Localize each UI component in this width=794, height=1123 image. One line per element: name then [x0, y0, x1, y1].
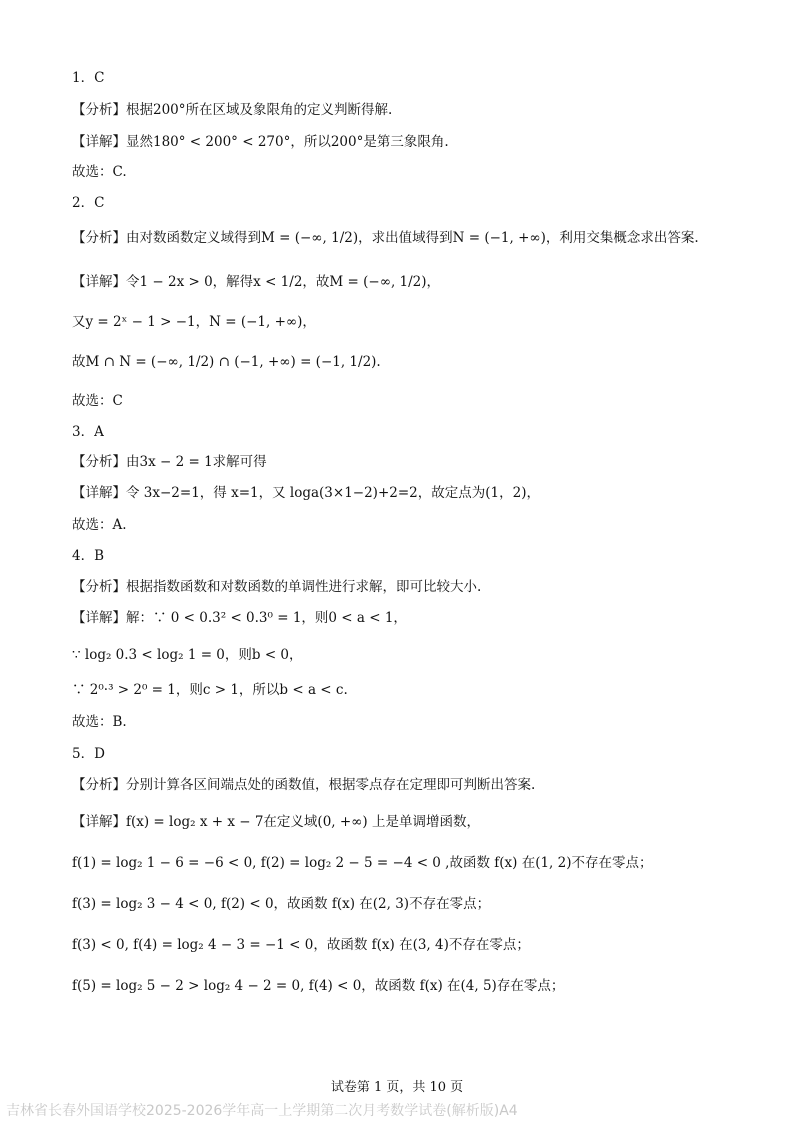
line-q1-analysis: 【分析】根据200°所在区域及象限角的定义判断得解. [72, 102, 393, 118]
line-q2-choice: 故选：C [72, 393, 123, 409]
line-q2-answer: 2．C [72, 195, 105, 211]
line-q4-detail: 【详解】解：∵ 0 < 0.3² < 0.3⁰ = 1，则0 < a < 1， [72, 610, 407, 626]
line-q4-analysis: 【分析】根据指数函数和对数函数的单调性进行求解，即可比较大小. [72, 579, 482, 595]
line-q3-choice: 故选：A. [72, 517, 127, 533]
line-q5-detail: 【详解】f(x) = log₂ x + x − 7在定义域(0, +∞) 上是单调增函数， [72, 814, 480, 830]
line-q2-detail: 【详解】令1 − 2x > 0，解得x < 1/2，故M = (−∞, 1/2)， [72, 274, 441, 290]
watermark: 吉林省长春外国语学校2025-2026学年高一上学期第二次月考数学试卷(解析版)A4 [6, 1103, 518, 1119]
line-q4-step3: ∵ 2⁰·³ > 2⁰ = 1，则c > 1，所以b < a < c. [72, 682, 348, 698]
line-q4-answer: 4．B [72, 548, 105, 564]
line-q3-detail: 【详解】令 3x−2=1，得 x=1，又 loga(3×1−2)+2=2，故定点为(1，2)， [72, 485, 540, 501]
line-q4-step2: ∵ log₂ 0.3 < log₂ 1 = 0，则b < 0， [72, 647, 303, 663]
line-q4-choice: 故选：B. [72, 714, 127, 730]
line-q2-step2: 又y = 2ˣ − 1 > −1，N = (−1, +∞)， [72, 314, 316, 330]
line-q5-step4: f(3) < 0, f(4) = log₂ 4 − 3 = −1 < 0，故函数 f(x) 在(3, 4)不存在零点； [72, 937, 530, 953]
line-q2-analysis: 【分析】由对数函数定义域得到M = (−∞, 1/2)，求出值域得到N = (−1, +∞)，利用交集概念求出答案. [72, 230, 699, 246]
line-q3-answer: 3．A [72, 424, 104, 440]
line-q3-analysis: 【分析】由3x − 2 = 1求解可得 [72, 454, 267, 470]
line-q1-choice: 故选：C. [72, 164, 127, 180]
line-q5-answer: 5．D [72, 746, 105, 762]
line-q1-answer: 1．C [72, 70, 105, 86]
line-q5-analysis: 【分析】分别计算各区间端点处的函数值，根据零点存在定理即可判断出答案. [72, 777, 536, 793]
page-footer: 试卷第 1 页，共 10 页 [330, 1080, 464, 1095]
line-q5-step2: f(1) = log₂ 1 − 6 = −6 < 0, f(2) = log₂ 2 − 5 = −4 < 0 ,故函数 f(x) 在(1, 2)不存在零点； [72, 855, 653, 871]
line-q1-detail: 【详解】显然180° < 200° < 270°，所以200°是第三象限角. [72, 134, 449, 150]
line-q5-step3: f(3) = log₂ 3 − 4 < 0, f(2) < 0，故函数 f(x) 在(2, 3)不存在零点； [72, 896, 491, 912]
line-q5-step5: f(5) = log₂ 5 − 2 > log₂ 4 − 2 = 0, f(4) < 0，故函数 f(x) 在(4, 5)存在零点； [72, 978, 565, 994]
line-q2-step3: 故M ∩ N = (−∞, 1/2) ∩ (−1, +∞) = (−1, 1/2). [72, 354, 381, 370]
